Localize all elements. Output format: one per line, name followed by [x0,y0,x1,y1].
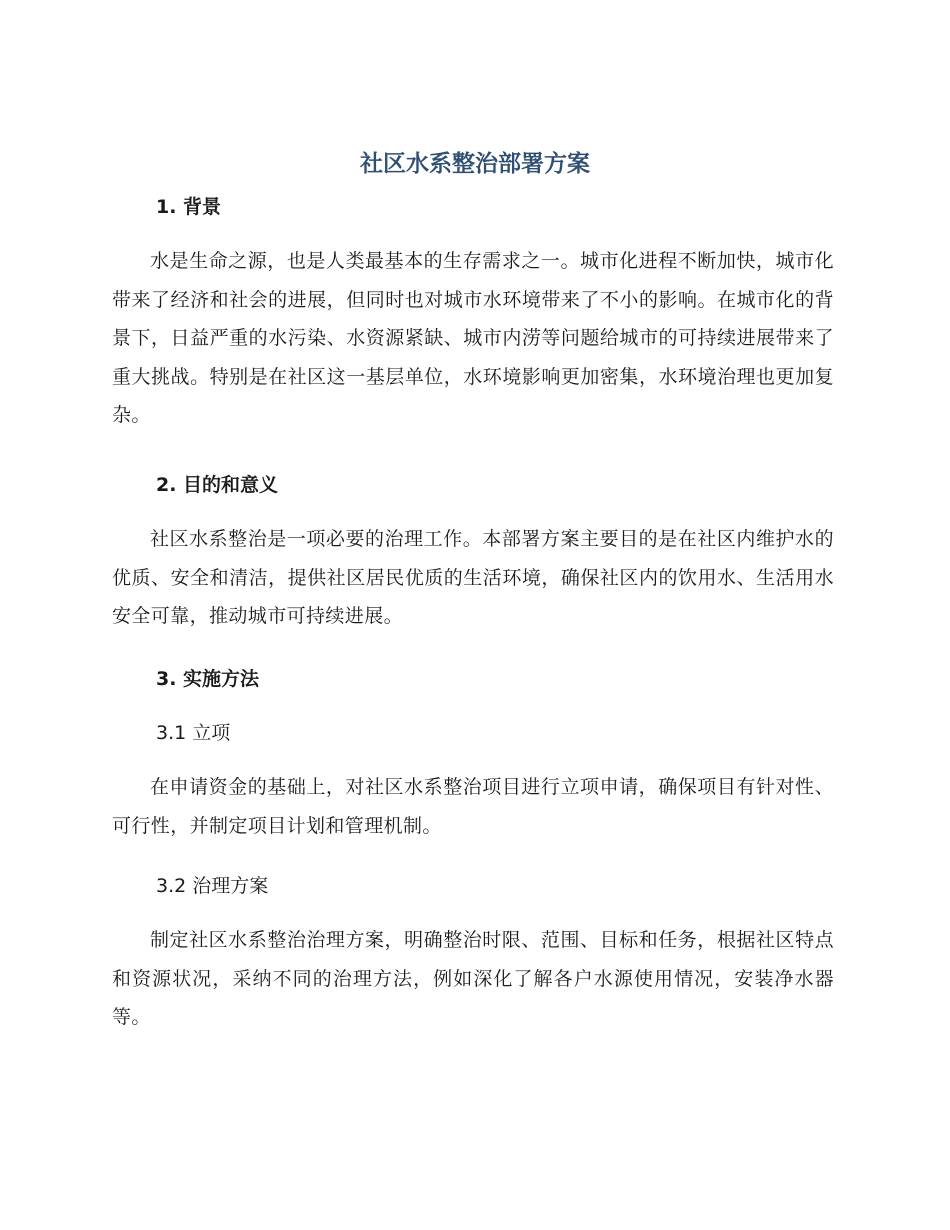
section-paragraph-governance-plan: 制定社区水系整治治理方案，明确整治时限、范围、目标和任务，根据社区特点和资源状况，采纳不同的治理方法，例如深化了解各户水源使用情况，安装净水器等。 [112,929,834,1029]
section-heading-project-initiation: 3.1 立项 [156,722,231,744]
section-heading-purpose: 2. 目的和意义 [156,474,279,496]
section-paragraph-project-initiation: 在申请资金的基础上，对社区水系整治项目进行立项申请，确保项目有针对性、可行性，并制定项目计划和管理机制。 [112,776,834,837]
section-heading-methods: 3. 实施方法 [156,668,260,690]
section-paragraph-purpose: 社区水系整治是一项必要的治理工作。本部署方案主要目的是在社区内维护水的优质、安全和清洁，提供社区居民优质的生活环境，确保社区内的饮用水、生活用水安全可靠，推动城市可持续进展。 [112,528,834,628]
section-heading-background: 1. 背景 [156,196,222,218]
document-title: 社区水系整治部署方案 [360,151,590,177]
section-paragraph-background: 水是生命之源，也是人类最基本的生存需求之一。城市化进程不断加快，城市化带来了经济和社会的进展，但同时也对城市水环境带来了不小的影响。在城市化的背景下，日益严重的水污染、水资源紧缺、城市内涝等问题给城市的可持续进展带来了重大挑战。特别是在社区这一基层单位，水环境影响更加密集，水环境治理也更加复杂。 [112,250,834,427]
section-heading-governance-plan: 3.2 治理方案 [156,875,269,897]
